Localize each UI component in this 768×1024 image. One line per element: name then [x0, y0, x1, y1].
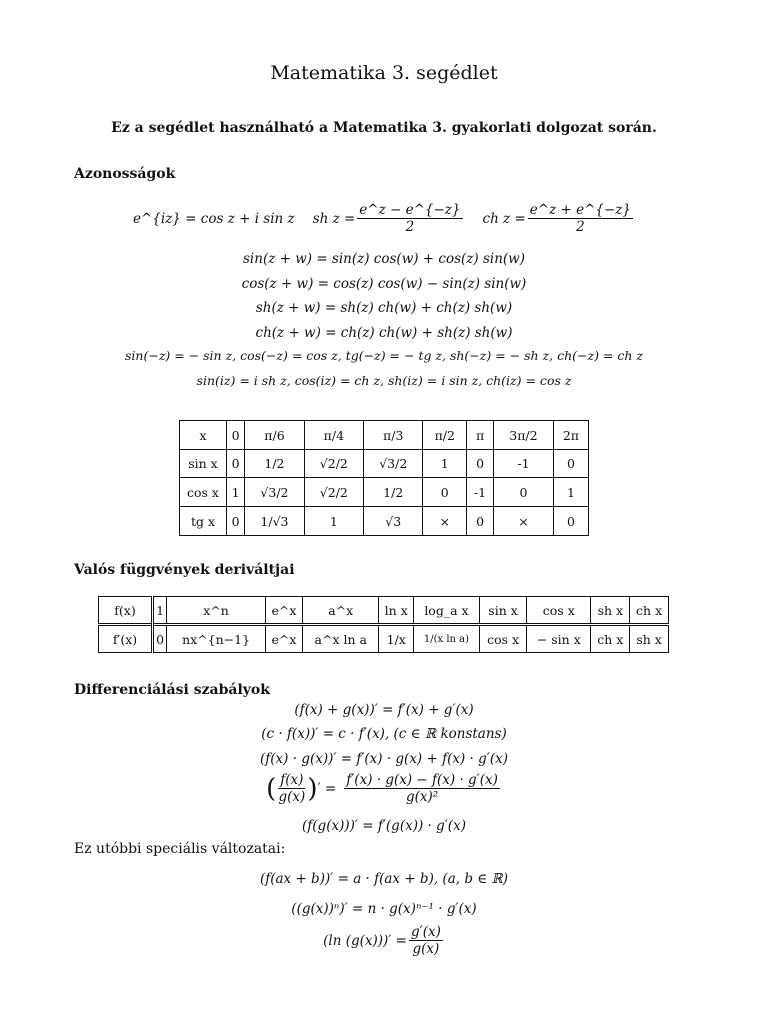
derivatives-table	[98, 596, 669, 653]
table-row	[180, 478, 589, 507]
table-cell: log_a x	[413, 597, 479, 625]
table-cell: f(x)	[99, 597, 153, 625]
table-cell: sin x	[479, 597, 526, 625]
table-row	[180, 421, 589, 450]
table-cell: sin x	[180, 450, 227, 478]
table-cell: 0	[423, 478, 467, 507]
section-derivatives: Valós függvények deriváltjai	[74, 562, 295, 578]
table-cell: ch x	[630, 597, 669, 625]
table-cell: π/3	[364, 421, 423, 450]
ch-fraction	[528, 202, 633, 235]
table-cell: 0	[227, 507, 245, 536]
special-cases-intro: Ez utóbbi speciális változatai:	[74, 841, 286, 857]
table-cell: x	[180, 421, 227, 450]
table-cell: π/2	[423, 421, 467, 450]
table-cell: 0	[467, 507, 494, 536]
table-cell: 1/2	[364, 478, 423, 507]
table-cell: 0	[494, 478, 554, 507]
trig-values-table	[179, 420, 589, 536]
table-cell: -1	[467, 478, 494, 507]
table-cell: 0	[553, 450, 588, 478]
ch-numerator: e^z + e^{−z}	[529, 202, 631, 218]
table-row	[180, 450, 589, 478]
quotient-rhs-numerator: f′(x) · g(x) − f(x) · g′(x)	[346, 772, 498, 788]
sh-fraction	[357, 202, 462, 235]
table-cell: sh x	[591, 597, 630, 625]
table-cell: 1	[227, 478, 245, 507]
rule-sum: (f(x) + g(x))′ = f′(x) + g′(x)	[294, 702, 474, 718]
table-cell: 1	[553, 478, 588, 507]
table-cell: e^x	[265, 625, 302, 653]
identity-line: sin(iz) = i sh z, cos(iz) = ch z, sh(iz) = i sin z, ch(iz) = cos z	[196, 373, 572, 388]
identity-line: ch(z + w) = ch(z) ch(w) + sh(z) sh(w)	[255, 325, 513, 341]
table-cell: 0	[227, 450, 245, 478]
rule-chain: (f(g(x)))′ = f′(g(x)) · g′(x)	[302, 818, 466, 834]
table-cell: -1	[494, 450, 554, 478]
table-cell: x^n	[167, 597, 266, 625]
euler-hyperbolic-line	[0, 202, 768, 235]
table-cell: cos x	[180, 478, 227, 507]
table-cell: ln x	[379, 597, 413, 625]
identity-line: sin(−z) = − sin z, cos(−z) = cos z, tg(−z) = − tg z, sh(−z) = − sh z, ch(−z) = ch z	[125, 348, 643, 363]
section-identities: Azonosságok	[74, 166, 176, 182]
table-cell: 2π	[553, 421, 588, 450]
quotient-rhs-denominator: g(x)²	[405, 789, 439, 806]
table-cell: √2/2	[304, 478, 363, 507]
table-cell: 1	[423, 450, 467, 478]
log-denominator: g(x)	[412, 941, 440, 958]
log-numerator: g′(x)	[410, 924, 441, 940]
table-cell: 0	[467, 450, 494, 478]
table-cell: 3π/2	[494, 421, 554, 450]
table-cell: cos x	[479, 625, 526, 653]
table-cell: sh x	[630, 625, 669, 653]
table-cell: − sin x	[527, 625, 591, 653]
table-cell: cos x	[527, 597, 591, 625]
table-cell: 1/x	[379, 625, 413, 653]
section-rules: Differenciálási szabályok	[74, 682, 270, 698]
table-row	[99, 597, 669, 625]
special-power: ((g(x))ⁿ)′ = n · g(x)ⁿ⁻¹ · g′(x)	[291, 901, 477, 917]
table-cell: 1	[153, 597, 167, 625]
prime-equals: ′ =	[317, 780, 337, 797]
table-cell: π/4	[304, 421, 363, 450]
table-cell: 1/(x ln a)	[413, 625, 479, 653]
ch-lhs: ch z =	[482, 210, 526, 227]
rule-product: (f(x) · g(x))′ = f′(x) · g(x) + f(x) · g′(x)	[260, 751, 508, 767]
euler-formula: e^{iz} = cos z + i sin z	[132, 210, 295, 227]
identity-line: cos(z + w) = cos(z) cos(w) − sin(z) sin(w)	[241, 276, 527, 292]
quotient-lhs-numerator: f(x)	[280, 772, 304, 788]
table-cell: 1/√3	[245, 507, 304, 536]
table-cell: √2/2	[304, 450, 363, 478]
table-cell: π/6	[245, 421, 304, 450]
table-cell: ch x	[591, 625, 630, 653]
table-cell: tg x	[180, 507, 227, 536]
rule-quotient	[0, 772, 768, 805]
table-cell: ×	[423, 507, 467, 536]
identity-line: sin(z + w) = sin(z) cos(w) + cos(z) sin(w)	[243, 251, 525, 267]
identity-line: sh(z + w) = sh(z) ch(w) + ch(z) sh(w)	[255, 300, 513, 316]
table-row	[99, 625, 669, 653]
sh-denominator: 2	[405, 219, 415, 236]
quotient-lhs-denominator: g(x)	[278, 789, 306, 806]
right-paren: )	[307, 773, 318, 804]
table-cell: e^x	[265, 597, 302, 625]
table-cell: 0	[153, 625, 167, 653]
sh-lhs: sh z =	[312, 210, 356, 227]
table-cell: √3	[364, 507, 423, 536]
special-log	[0, 924, 768, 957]
rule-constant: (c · f(x))′ = c · f′(x), (c ∈ ℝ konstans)	[261, 726, 507, 742]
table-cell: nx^{n−1}	[167, 625, 266, 653]
table-cell: a^x ln a	[303, 625, 379, 653]
table-cell: 0	[553, 507, 588, 536]
table-cell: 1	[304, 507, 363, 536]
table-cell: f′(x)	[99, 625, 153, 653]
page-title: Matematika 3. segédlet	[270, 62, 498, 84]
table-cell: 0	[227, 421, 245, 450]
table-cell: 1/2	[245, 450, 304, 478]
page-subtitle: Ez a segédlet használható a Matematika 3. gyakorlati dolgozat során.	[111, 120, 657, 136]
table-cell: ×	[494, 507, 554, 536]
table-cell: √3/2	[364, 450, 423, 478]
log-fraction	[409, 924, 443, 957]
sh-numerator: e^z − e^{−z}	[359, 202, 461, 218]
ch-denominator: 2	[576, 219, 585, 236]
log-lhs: (ln (g(x)))′ =	[323, 932, 407, 949]
table-cell: π	[467, 421, 494, 450]
quotient-lhs-fraction	[278, 772, 305, 805]
quotient-rhs-fraction	[344, 772, 500, 805]
left-paren: (	[266, 773, 277, 804]
special-linear: (f(ax + b))′ = a · f(ax + b), (a, b ∈ ℝ)	[259, 871, 509, 887]
table-cell: a^x	[303, 597, 379, 625]
table-row	[180, 507, 589, 536]
table-cell: √3/2	[245, 478, 304, 507]
